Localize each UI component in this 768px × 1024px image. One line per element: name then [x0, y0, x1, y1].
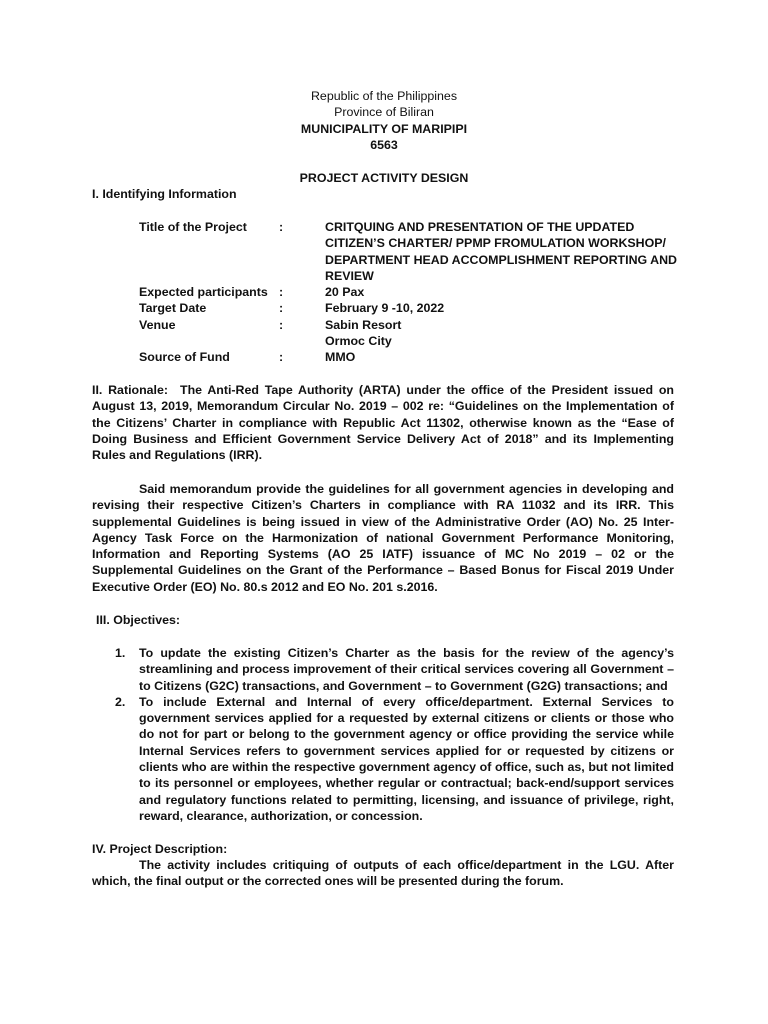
- project-description-paragraph: The activity includes critiquing of outputs of each office/department in the LGU. After which, the final output or the corrected ones will be presented during the forum.: [92, 858, 674, 889]
- info-colon: :: [279, 317, 284, 332]
- section-project-description-heading: IV. Project Description:: [92, 842, 228, 856]
- memorandum-paragraph: Said memorandum provide the guidelines for all government agencies in developing and revising their respective Citizen’s Charters in compliance with RA 11032 and its IRR. This supplemental Guidelines is being issued in view of the Administrative Order (AO) No. 25 Inter-Agency Task Force on the Harmonization of national Government Performance Monitoring, Information and Reporting Systems (AO 25 IATF) issuance of MC No 2019 – 02 or the Supplemental Guidelines on the Grant of the Performance – Based Bonus for Fiscal 2019 Under Executive Order (EO) No. 80.s 2012 and EO No. 201 s.2016.: [92, 482, 674, 594]
- list-item-number: 2.: [115, 694, 126, 709]
- list-item: [92, 645, 674, 694]
- info-colon: [279, 333, 325, 349]
- info-row-title: [139, 219, 679, 284]
- info-label: [139, 333, 279, 349]
- section-rationale-heading: II. Rationale:: [92, 383, 168, 397]
- info-label: Target Date: [139, 301, 207, 316]
- municipality-line: MUNICIPALITY OF MARIPIPI: [300, 121, 468, 136]
- rationale-text: The Anti-Red Tape Authority (ARTA) under the office of the President issued on August 13, 2019, Memorandum Circular No. 2019 – 002 re: “Guidelines on the Implementation of the Citizens’ Charter in compliance with Republic Act 11302, otherwise known as the “Ease of Doing Business and Efficient Government Service Delivery Act of 2018” and its Implementing Rules and Regulations (IRR).: [92, 383, 674, 463]
- info-value: 20 Pax: [325, 285, 365, 300]
- info-row-target-date: [139, 300, 679, 316]
- info-label: Venue: [139, 317, 176, 332]
- rationale-paragraph: [92, 382, 674, 463]
- province-line: Province of Biliran: [334, 105, 434, 120]
- letterhead: [0, 88, 768, 153]
- info-row-venue: [139, 317, 679, 333]
- info-row-participants: [139, 284, 679, 300]
- list-item-text: To update the existing Citizen’s Charter as the basis for the review of the agency’s streamlining and process improvement of their critical services covering all Government – to Citizens (G2C) transactions, and Government – to Government (G2G) transactions; and: [139, 646, 674, 693]
- info-value: Ormoc City: [325, 334, 392, 349]
- document-title: PROJECT ACTIVITY DESIGN: [299, 171, 469, 185]
- list-item-number: 1.: [115, 646, 126, 660]
- info-label: Source of Fund: [139, 350, 230, 365]
- section-identifying-heading: I. Identifying Information: [92, 187, 237, 201]
- info-value: MMO: [325, 350, 356, 365]
- republic-line: Republic of the Philippines: [310, 89, 458, 103]
- identifying-info-table: [139, 219, 679, 366]
- objectives-list: [92, 645, 674, 824]
- info-value: Sabin Resort: [325, 317, 402, 332]
- info-colon: :: [279, 285, 284, 300]
- info-label: Title of the Project: [139, 220, 247, 234]
- list-item-text: To include External and Internal of every office/department. External Services to government services applied for a requested by external citizens or clients or those who do not for part or belong to the government agency or office providing the service while Internal Services refers to government services applied for or requested by citizens or clients who are within the respective government agency of office, such as, but not limited to its personnel or employees, whether regular or contractual; back-end/support services and regulatory functions related to permitting, licensing, and issuance of privilege, right, reward, clearance, authorization, or concession.: [139, 694, 674, 823]
- info-colon: :: [279, 220, 284, 234]
- info-value: February 9 -10, 2022: [325, 301, 445, 316]
- section-objectives-heading: III. Objectives:: [96, 613, 181, 627]
- info-label: Expected participants: [139, 285, 268, 300]
- zip-code-line: 6563: [370, 137, 398, 152]
- info-row-fund: [139, 349, 679, 365]
- info-colon: :: [279, 301, 284, 316]
- info-colon: :: [279, 350, 284, 365]
- list-item: [92, 694, 674, 824]
- info-row-venue-city: [139, 333, 679, 349]
- info-value: CRITQUING AND PRESENTATION OF THE UPDATED CITIZEN’S CHARTER/ PPMP FROMULATION WORKSHOP/ DEPARTMENT HEAD ACCOMPLISHMENT REPORTING AND REVIEW: [325, 220, 677, 283]
